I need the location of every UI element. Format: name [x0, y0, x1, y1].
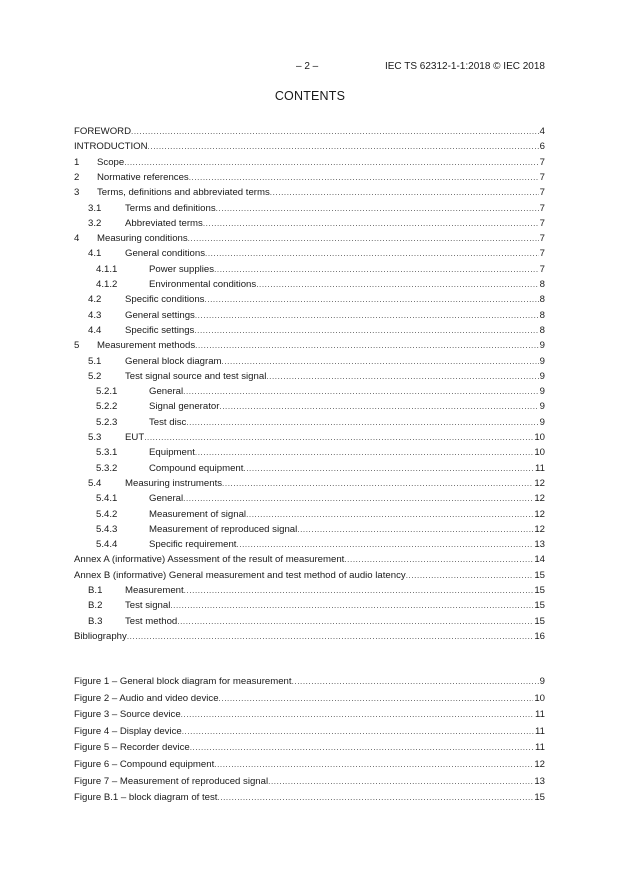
dot-leader: [222, 354, 539, 369]
page-number: – 2 –: [296, 61, 319, 72]
dot-leader: [219, 399, 538, 414]
dot-leader: [219, 691, 534, 706]
section-number: 5.3.2: [96, 462, 118, 474]
entry-title: Environmental conditions: [149, 279, 257, 290]
entry-title: Equipment: [149, 447, 195, 459]
entry-title: Test signal: [125, 600, 171, 612]
section-number: 5.4.1: [96, 493, 118, 505]
toc-entry[interactable]: [74, 583, 545, 598]
section-number: 4.1: [88, 248, 102, 260]
toc-entry[interactable]: [74, 614, 545, 629]
toc-entry[interactable]: [74, 491, 545, 506]
toc-entry[interactable]: [74, 262, 545, 277]
figure-entry[interactable]: [74, 724, 545, 739]
entry-title: Annex A (informative) Assessment of the result of measurement: [74, 554, 345, 566]
toc-entry[interactable]: [74, 598, 545, 613]
dot-leader: [246, 507, 533, 522]
entry-title: EUT: [125, 432, 145, 443]
entry-title: Measurement: [125, 585, 184, 596]
toc-entry[interactable]: [74, 201, 545, 216]
dot-leader: [148, 139, 539, 154]
entry-title: General conditions: [125, 248, 205, 260]
figure-entry[interactable]: [74, 740, 545, 755]
page-reference: 16: [534, 630, 545, 642]
page-reference: 7: [539, 156, 545, 168]
toc-entry[interactable]: [74, 399, 545, 414]
toc-entry[interactable]: [74, 369, 545, 384]
dot-leader: [214, 262, 539, 277]
entry-title: Power supplies: [149, 263, 215, 275]
figure-entry[interactable]: [74, 774, 545, 789]
page-reference: 8: [539, 279, 545, 290]
section-number: B.1: [88, 585, 103, 596]
document-reference: IEC TS 62312-1-1:2018 © IEC 2018: [384, 61, 545, 72]
dot-leader: [194, 323, 538, 338]
section-number: 4.3: [88, 309, 102, 321]
section-number: 5.2.2: [96, 401, 118, 413]
section-number: 4.4: [88, 324, 102, 336]
section-number: 5.4.4: [96, 539, 118, 551]
section-number: 4.1.1: [96, 263, 118, 275]
dot-leader: [195, 308, 539, 323]
section-number: 5.3.1: [96, 447, 118, 459]
toc-entry[interactable]: [74, 216, 545, 231]
section-number: 5.4.2: [96, 508, 118, 520]
dot-leader: [195, 338, 539, 353]
page-reference: 13: [534, 775, 545, 787]
toc-entry[interactable]: [74, 323, 545, 338]
entry-title: Measurement of signal: [149, 508, 247, 520]
entry-title: Test signal source and test signal: [125, 370, 267, 382]
page-reference: 7: [539, 263, 545, 275]
dot-leader: [256, 277, 538, 292]
page-reference: 8: [539, 309, 545, 321]
section-number: 4.1.2: [96, 279, 118, 290]
entry-title: Specific requirement: [149, 539, 237, 551]
toc-entry[interactable]: [74, 155, 545, 170]
dot-leader: [268, 774, 533, 789]
page-reference: 9: [539, 370, 545, 382]
entry-title: Terms, definitions and abbreviated terms: [97, 187, 270, 199]
page-reference: 10: [534, 692, 545, 704]
page-reference: 11: [535, 709, 545, 721]
entry-title: Bibliography: [74, 630, 127, 642]
page-reference: 4: [539, 126, 545, 137]
figure-entry[interactable]: [74, 674, 545, 689]
entry-title: Specific conditions: [125, 294, 205, 306]
entry-title: General: [149, 493, 184, 505]
dot-leader: [204, 292, 538, 307]
section-number: 3.1: [88, 202, 102, 214]
entry-title: Compound equipment: [149, 462, 244, 474]
toc-entry[interactable]: [74, 124, 545, 139]
section-number: 5.4.3: [96, 523, 118, 535]
page-reference: 7: [539, 187, 545, 199]
toc-entry[interactable]: [74, 552, 545, 567]
entry-title: Figure B.1 – block diagram of test: [74, 792, 218, 804]
section-number: 2: [74, 171, 80, 183]
entry-title: Terms and definitions: [125, 202, 216, 214]
section-number: 5.2.1: [96, 386, 118, 398]
toc-entry[interactable]: [74, 568, 545, 583]
toc-entry[interactable]: [74, 507, 545, 522]
toc-entry[interactable]: [74, 170, 545, 185]
section-number: 5.2.3: [96, 416, 118, 428]
page-reference: 11: [535, 725, 545, 737]
page-reference: 15: [534, 569, 545, 581]
page-reference: 6: [539, 141, 545, 153]
dot-leader: [184, 583, 534, 598]
dot-leader: [222, 476, 533, 491]
page-reference: 15: [534, 615, 545, 627]
toc-entry[interactable]: [74, 277, 545, 292]
page-reference: 9: [539, 386, 545, 398]
page-reference: 12: [534, 523, 545, 535]
section-number: 3.2: [88, 217, 102, 229]
dot-leader: [182, 724, 534, 739]
toc-entry[interactable]: [74, 415, 545, 430]
page-reference: 9: [539, 676, 545, 687]
toc-entry[interactable]: [74, 246, 545, 261]
entry-title: Specific settings: [125, 324, 195, 336]
dot-leader: [183, 491, 533, 506]
dot-leader: [186, 415, 538, 430]
dot-leader: [124, 155, 538, 170]
dot-leader: [170, 598, 533, 613]
page-reference: 10: [534, 432, 545, 443]
contents-title: CONTENTS: [274, 89, 346, 103]
entry-title: General: [149, 386, 184, 398]
page-reference: 11: [535, 742, 545, 754]
page-reference: 9: [539, 355, 545, 367]
dot-leader: [183, 384, 539, 399]
page-reference: 15: [534, 585, 545, 596]
page-reference: 12: [534, 477, 545, 489]
page-reference: 14: [534, 554, 545, 566]
toc-entry[interactable]: [74, 292, 545, 307]
entry-title: General settings: [125, 309, 195, 321]
entry-title: Annex B (informative) General measurement and test method of audio latency: [74, 569, 406, 581]
toc-entry[interactable]: [74, 537, 545, 552]
page-reference: 9: [539, 340, 545, 352]
page-reference: 7: [539, 233, 545, 245]
entry-title: Figure 7 – Measurement of reproduced signal: [74, 775, 269, 787]
entry-title: Abbreviated terms: [125, 217, 203, 229]
entry-title: Normative references: [97, 171, 189, 183]
figure-entry[interactable]: [74, 691, 545, 706]
section-number: 5: [74, 340, 80, 352]
page-reference: 13: [534, 539, 545, 551]
toc-entry[interactable]: [74, 231, 545, 246]
page-reference: 11: [535, 462, 545, 474]
dot-leader: [144, 430, 533, 445]
dot-leader: [344, 552, 533, 567]
entry-title: Scope: [97, 156, 125, 168]
dot-leader: [131, 124, 539, 139]
dot-leader: [243, 461, 534, 476]
dot-leader: [216, 201, 539, 216]
section-number: 3: [74, 187, 80, 199]
dot-leader: [195, 445, 533, 460]
page-reference: 8: [539, 294, 545, 306]
page-reference: 15: [534, 792, 545, 804]
figure-entry[interactable]: [74, 757, 545, 772]
dot-leader: [189, 170, 539, 185]
toc-entry[interactable]: [74, 139, 545, 154]
toc-entry[interactable]: [74, 354, 545, 369]
page-reference: 12: [534, 508, 545, 520]
page-reference: 7: [539, 202, 545, 214]
section-number: B.3: [88, 615, 103, 627]
section-number: 4.2: [88, 294, 102, 306]
entry-title: General block diagram: [125, 355, 222, 367]
figure-entry[interactable]: [74, 707, 545, 722]
entry-title: Figure 2 – Audio and video device: [74, 692, 219, 704]
section-number: B.2: [88, 600, 103, 612]
entry-title: Measurement of reproduced signal: [149, 523, 298, 535]
entry-title: Figure 3 – Source device: [74, 709, 181, 721]
toc-entry[interactable]: [74, 384, 545, 399]
page-reference: 12: [534, 493, 545, 505]
dot-leader: [406, 568, 534, 583]
dot-leader: [292, 674, 539, 689]
toc-entry[interactable]: [74, 461, 545, 476]
entry-title: Figure 6 – Compound equipment: [74, 759, 215, 770]
page-reference: 9: [539, 401, 545, 413]
toc-entry[interactable]: [74, 476, 545, 491]
entry-title: Measuring instruments: [125, 477, 223, 489]
dot-leader: [127, 629, 534, 644]
dot-leader: [177, 614, 533, 629]
entry-title: Measurement methods: [97, 340, 196, 352]
section-number: 5.1: [88, 355, 102, 367]
page-reference: 7: [539, 248, 545, 260]
toc-entry[interactable]: [74, 522, 545, 537]
entry-title: Test method: [125, 615, 178, 627]
section-number: 1: [74, 156, 80, 168]
dot-leader: [181, 707, 534, 722]
dot-leader: [236, 537, 533, 552]
page-reference: 12: [534, 759, 545, 770]
toc-entry[interactable]: [74, 338, 545, 353]
entry-title: FOREWORD: [74, 126, 132, 137]
entry-title: Figure 4 – Display device: [74, 725, 182, 737]
dot-leader: [205, 246, 539, 261]
toc-entry[interactable]: [74, 308, 545, 323]
section-number: 5.4: [88, 477, 102, 489]
entry-title: Test disc: [149, 416, 187, 428]
dot-leader: [217, 790, 533, 805]
page-reference: 7: [539, 171, 545, 183]
entry-title: Figure 1 – General block diagram for measurement: [74, 676, 292, 687]
dot-leader: [297, 522, 533, 537]
toc-entry[interactable]: [74, 430, 545, 445]
dot-leader: [188, 231, 539, 246]
toc-entry[interactable]: [74, 629, 545, 644]
page-reference: 15: [534, 600, 545, 612]
entry-title: Measuring conditions: [97, 233, 188, 245]
dot-leader: [270, 185, 539, 200]
page-reference: 10: [534, 447, 545, 459]
entry-title: Signal generator: [149, 401, 220, 413]
toc-entry[interactable]: [74, 185, 545, 200]
section-number: 5.2: [88, 370, 102, 382]
section-number: 5.3: [88, 432, 102, 443]
entry-title: Figure 5 – Recorder device: [74, 742, 190, 754]
figure-entry[interactable]: [74, 790, 545, 805]
page-reference: 9: [539, 416, 545, 428]
page-reference: 7: [539, 217, 545, 229]
section-number: 4: [74, 233, 80, 245]
toc-entry[interactable]: [74, 445, 545, 460]
page-reference: 8: [539, 324, 545, 336]
entry-title: INTRODUCTION: [74, 141, 148, 153]
dot-leader: [266, 369, 538, 384]
dot-leader: [214, 757, 533, 772]
dot-leader: [203, 216, 539, 231]
dot-leader: [190, 740, 534, 755]
